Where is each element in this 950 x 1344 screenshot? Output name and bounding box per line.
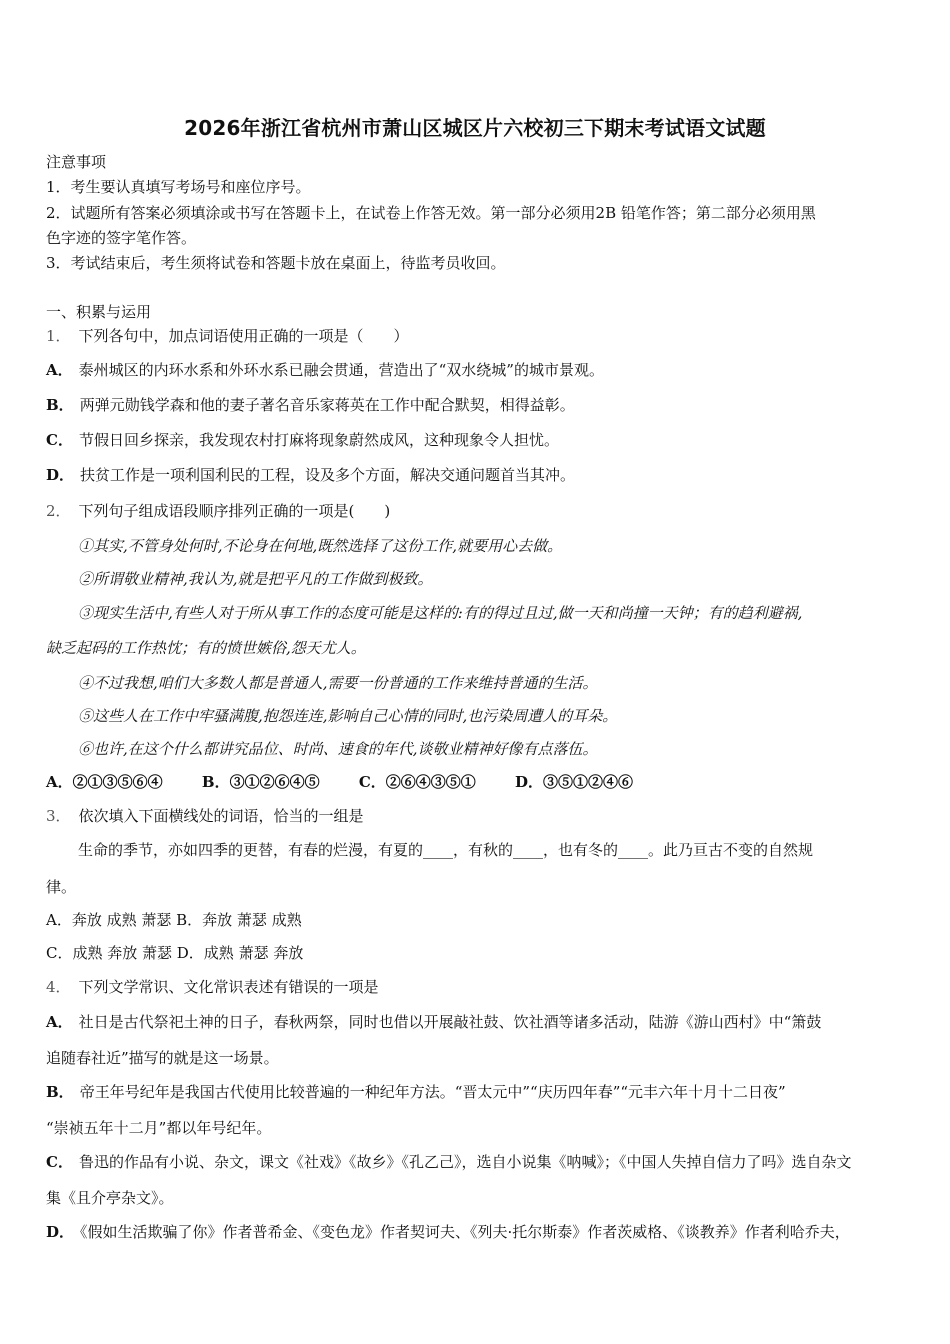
option-text: ②⑥④③⑤①	[385, 773, 476, 791]
question-1-option-b	[46, 395, 575, 415]
question-text: 下列文学常识、文化常识表述有错误的一项是	[78, 978, 379, 996]
option-label: C．	[358, 773, 386, 791]
question-1-stem	[46, 326, 409, 346]
option-label: B．	[46, 1083, 74, 1101]
question-1-option-a	[46, 360, 604, 380]
option-label: A．	[46, 773, 73, 791]
option-label: A．	[46, 361, 73, 379]
question-text: 下列各句中，加点词语使用正确的一项是（ ）	[78, 327, 409, 345]
notice-item: 3．考试结束后，考生须将试卷和答题卡放在桌面上，待监考员收回。	[46, 254, 506, 272]
sentence-item: ④不过我想,咱们大多数人都是普通人,需要一份普通的工作来维持普通的生活。	[78, 674, 598, 692]
question-4-option-c	[46, 1152, 851, 1172]
option-text: 节假日回乡探亲，我发现农村打麻将现象蔚然成风，这种现象令人担忧。	[78, 431, 559, 449]
sentence-item: ②所谓敬业精神,我认为,就是把平凡的工作做到极致。	[78, 570, 433, 588]
option-text: 《假如生活欺骗了你》作者普希金、《变色龙》作者契诃夫、《列夫·托尔斯泰》作者茨威格、《谈教养》作者利哈乔夫，	[80, 1223, 850, 1241]
notice-item: 2．试题所有答案必须填涂或书写在答题卡上，在试卷上作答无效。第一部分必须用2B 铅笔作答；第二部分必须用黑	[46, 204, 816, 222]
option-label: D．	[515, 773, 544, 791]
passage-line: 生命的季节，亦如四季的更替，有春的烂漫，有夏的____，有秋的____，也有冬的____。此乃亘古不变的自然规	[78, 841, 814, 859]
question-number: 2．	[46, 502, 71, 520]
option-text: ③⑤①②④⑥	[543, 773, 634, 791]
option-d	[515, 773, 633, 791]
option-text: 扶贫工作是一项利国利民的工程，设及多个方面，解决交通问题首当其冲。	[80, 466, 576, 484]
option-label: B．	[46, 396, 74, 414]
section-heading: 一、积累与运用	[46, 303, 152, 321]
option-label: D．	[46, 466, 75, 484]
option-text: ③①②⑥④⑤	[229, 773, 320, 791]
option-b	[202, 773, 320, 791]
option-label: C．	[46, 431, 73, 449]
option-label: A．	[46, 1013, 73, 1031]
option-label: C．	[46, 1153, 73, 1171]
sentence-item: ⑤这些人在工作中牢骚满腹,抱怨连连,影响自己心情的同时,也污染周遭人的耳朵。	[78, 707, 618, 725]
passage-line: 律。	[46, 878, 77, 896]
question-3-options: C．成熟 奔放 萧瑟 D．成熟 萧瑟 奔放	[46, 944, 304, 962]
question-3-options: A．奔放 成熟 萧瑟 B．奔放 萧瑟 成熟	[46, 911, 302, 929]
option-c	[359, 773, 476, 791]
page-title: 2026年浙江省杭州市萧山区城区片六校初三下期末考试语文试题	[184, 116, 766, 140]
sentence-item: ③现实生活中,有些人对于所从事工作的态度可能是这样的:有的得过且过,做一天和尚撞一天钟；有的趋利避祸,	[78, 604, 803, 622]
option-text: 社日是古代祭祀土神的日子，春秋两祭，同时也借以开展敲社鼓、饮社酒等诸多活动，陆游《游山西村》中“箫鼓	[78, 1013, 822, 1031]
question-1-option-d	[46, 465, 575, 485]
question-4-option-b	[46, 1082, 786, 1102]
question-2-stem	[46, 501, 390, 521]
question-4-stem	[46, 977, 379, 997]
sentence-item: 缺乏起码的工作热忱；有的愤世嫉俗,怨天尤人。	[46, 639, 366, 657]
option-text: 两弹元勋钱学森和他的妻子著名音乐家蒋英在工作中配合默契，相得益彰。	[79, 396, 575, 414]
option-text: 帝王年号纪年是我国古代使用比较普遍的一种纪年方法。“晋太元中”“庆历四年春”“元丰六年十月十二日夜”	[79, 1083, 786, 1101]
question-4-option-a	[46, 1012, 821, 1032]
option-label: B．	[201, 773, 230, 791]
option-text: ②①③⑤⑥④	[72, 773, 163, 791]
question-number: 4．	[46, 978, 71, 996]
question-3-stem	[46, 806, 364, 826]
notice-item: 1．考生要认真填写考场号和座位序号。	[46, 178, 311, 196]
sentence-item: ①其实,不管身处何时,不论身在何地,既然选择了这份工作,就要用心去做。	[78, 537, 563, 555]
notice-item: 色字迹的签字笔作答。	[46, 229, 197, 247]
question-text: 下列句子组成语段顺序排列正确的一项是( )	[78, 502, 391, 520]
question-number: 3．	[46, 807, 71, 825]
question-number: 1．	[46, 327, 71, 345]
option-text: 鲁迅的作品有小说、杂文，课文《社戏》《故乡》《孔乙己》，选自小说集《呐喊》；《中国人失掉自信力了吗》选自杂文	[78, 1153, 852, 1171]
option-a	[46, 773, 163, 791]
option-continuation: 集《且介亭杂文》。	[46, 1189, 174, 1207]
notice-heading: 注意事项	[46, 153, 107, 171]
question-4-option-d	[46, 1222, 850, 1242]
question-2-options	[46, 772, 667, 792]
sentence-item: ⑥也许,在这个什么都讲究品位、时尚、速食的年代,谈敬业精神好像有点落伍。	[78, 740, 598, 758]
option-continuation: 追随春社近”描写的就是这一场景。	[46, 1049, 279, 1067]
question-1-option-c	[46, 430, 559, 450]
option-label: D．	[46, 1223, 75, 1241]
question-text: 依次填入下面横线处的词语，恰当的一组是	[78, 807, 364, 825]
option-continuation: “崇祯五年十二月”都以年号纪年。	[46, 1119, 272, 1137]
option-text: 泰州城区的内环水系和外环水系已融会贯通，营造出了“双水绕城”的城市景观。	[78, 361, 604, 379]
